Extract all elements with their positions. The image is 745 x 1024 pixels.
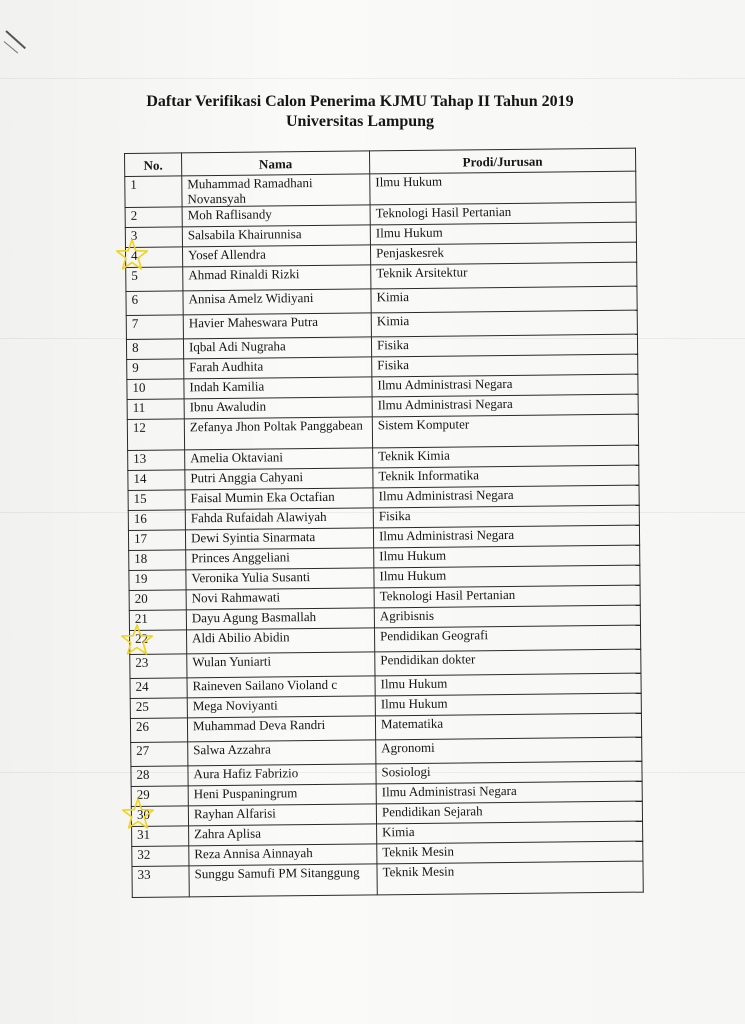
star-outline <box>123 799 153 828</box>
row-prodi: Pendidikan Sejarah <box>376 801 642 824</box>
row-number: 20 <box>129 590 186 611</box>
row-name: Heni Puspaningrum <box>188 784 376 806</box>
row-name: Novi Rahmawati <box>186 588 374 610</box>
row-prodi: Sosiologi <box>376 761 642 784</box>
row-number: 3 <box>125 227 182 248</box>
fold-line <box>0 78 745 79</box>
row-prodi: Ilmu Hukum <box>370 222 636 245</box>
row-name: Salwa Azzahra <box>188 740 376 766</box>
row-prodi: Sistem Komputer <box>372 414 638 448</box>
row-prodi: Ilmu Administrasi Negara <box>372 394 638 417</box>
row-name: Iqbal Adi Nugraha <box>183 337 371 359</box>
row-name: Yosef Allendra <box>182 245 370 267</box>
row-number: 26 <box>130 718 187 743</box>
row-number: 5 <box>126 267 183 292</box>
row-prodi: Teknik Kimia <box>373 445 639 468</box>
row-name: Fahda Rufaidah Alawiyah <box>185 508 373 530</box>
row-prodi: Matematika <box>375 713 641 740</box>
row-prodi: Teknik Arsitektur <box>371 262 637 289</box>
candidate-table <box>124 148 644 898</box>
row-number: 1 <box>125 176 182 208</box>
row-name: Aura Hafiz Fabrizio <box>188 764 376 786</box>
row-number: 15 <box>128 490 185 511</box>
row-name: Muhammad Deva Randri <box>187 716 375 742</box>
row-prodi: Agronomi <box>376 737 642 764</box>
highlight-star-icon <box>120 624 154 658</box>
row-prodi: Kimia <box>371 286 637 313</box>
star-outline <box>121 625 151 654</box>
row-name: Havier Maheswara Putra <box>183 313 371 339</box>
row-prodi: Teknik Mesin <box>377 861 643 895</box>
document-title: Daftar Verifikasi Calon Penerima KJMU Tahap II Tahun 2019 <box>146 93 574 110</box>
header-nama: Nama <box>182 151 370 176</box>
row-name: Indah Kamilia <box>184 377 372 399</box>
document-subtitle: Universitas Lampung <box>285 113 435 130</box>
row-name: Farah Audhita <box>184 357 372 379</box>
row-prodi: Fisika <box>371 334 637 357</box>
row-prodi: Teknologi Hasil Pertanian <box>374 585 640 608</box>
row-name: Annisa Amelz Widiyani <box>183 289 371 315</box>
row-prodi: Penjaskesrek <box>370 242 636 265</box>
row-name: Princes Anggeliani <box>186 548 374 570</box>
row-name: Zahra Aplisa <box>189 824 377 846</box>
row-number: 12 <box>127 419 184 451</box>
highlight-star-icon <box>115 239 149 273</box>
row-number: 31 <box>132 826 189 847</box>
row-prodi: Agribisnis <box>374 605 640 628</box>
row-prodi: Ilmu Hukum <box>375 693 641 716</box>
row-number: 2 <box>125 207 182 228</box>
row-prodi: Fisika <box>373 505 639 528</box>
row-number: 8 <box>126 339 183 360</box>
row-name: Veronika Yulia Susanti <box>186 568 374 590</box>
row-prodi: Ilmu Hukum <box>375 673 641 696</box>
row-number: 9 <box>127 359 184 380</box>
row-prodi: Pendidikan dokter <box>375 649 641 676</box>
table-body <box>125 171 644 897</box>
highlight-star-icon <box>121 798 155 832</box>
row-prodi: Kimia <box>377 821 643 844</box>
row-prodi: Fisika <box>372 354 638 377</box>
row-number: 16 <box>128 510 185 531</box>
row-number: 24 <box>130 678 187 699</box>
row-number: 23 <box>130 654 187 679</box>
row-name: Aldi Abilio Abidin <box>186 628 374 654</box>
row-name: Putri Anggia Cahyani <box>185 468 373 490</box>
row-name: Zefanya Jhon Poltak Panggabean <box>184 417 372 450</box>
row-number: 28 <box>131 766 188 787</box>
row-name: Raineven Sailano Violand c <box>187 676 375 698</box>
row-name: Rayhan Alfarisi <box>188 804 376 826</box>
star-outline <box>117 240 147 269</box>
row-prodi: Kimia <box>371 310 637 337</box>
row-number: 11 <box>127 399 184 420</box>
row-prodi: Ilmu Hukum <box>370 171 636 205</box>
row-name: Moh Raflisandy <box>182 205 370 227</box>
header-prodi: Prodi/Jurusan <box>369 148 635 174</box>
row-number: 6 <box>126 291 183 316</box>
row-number: 21 <box>129 610 186 631</box>
row-number: 19 <box>129 570 186 591</box>
row-number: 7 <box>126 315 183 340</box>
row-number: 4 <box>125 247 182 268</box>
row-prodi: Ilmu Administrasi Negara <box>373 525 639 548</box>
row-prodi: Ilmu Administrasi Negara <box>373 485 639 508</box>
row-prodi: Ilmu Administrasi Negara <box>372 374 638 397</box>
row-name: Amelia Oktaviani <box>185 448 373 470</box>
row-number: 13 <box>128 450 185 471</box>
row-prodi: Teknologi Hasil Pertanian <box>370 202 636 225</box>
row-name: Mega Noviyanti <box>187 696 375 718</box>
row-name: Ibnu Awaludin <box>184 397 372 419</box>
row-name: Muhammad Ramadhani Novansyah <box>182 174 370 207</box>
row-number: 22 <box>130 630 187 655</box>
row-number: 10 <box>127 379 184 400</box>
table-row <box>132 861 643 897</box>
row-prodi: Ilmu Administrasi Negara <box>376 781 642 804</box>
row-name: Faisal Mumin Eka Octafian <box>185 488 373 510</box>
row-prodi: Teknik Informatika <box>373 465 639 488</box>
row-name: Wulan Yuniarti <box>187 652 375 678</box>
row-number: 33 <box>132 866 189 898</box>
row-prodi: Ilmu Hukum <box>374 565 640 588</box>
row-number: 17 <box>128 530 185 551</box>
header-no: No. <box>125 153 182 177</box>
row-name: Reza Annisa Ainnayah <box>189 844 377 866</box>
row-name: Dayu Agung Basmallah <box>186 608 374 630</box>
row-number: 14 <box>128 470 185 491</box>
row-number: 18 <box>129 550 186 571</box>
row-name: Ahmad Rinaldi Rizki <box>183 265 371 291</box>
row-name: Salsabila Khairunnisa <box>182 225 370 247</box>
row-prodi: Pendidikan Geografi <box>374 625 640 652</box>
row-prodi: Teknik Mesin <box>377 841 643 864</box>
row-number: 30 <box>131 806 188 827</box>
pen-scratch <box>4 41 18 53</box>
row-number: 29 <box>131 786 188 807</box>
row-prodi: Ilmu Hukum <box>374 545 640 568</box>
row-number: 32 <box>132 846 189 867</box>
row-name: Dewi Syintia Sinarmata <box>185 528 373 550</box>
row-number: 27 <box>131 742 188 767</box>
row-name: Sunggu Samufi PM Sitanggung <box>189 864 377 897</box>
row-number: 25 <box>130 698 187 719</box>
